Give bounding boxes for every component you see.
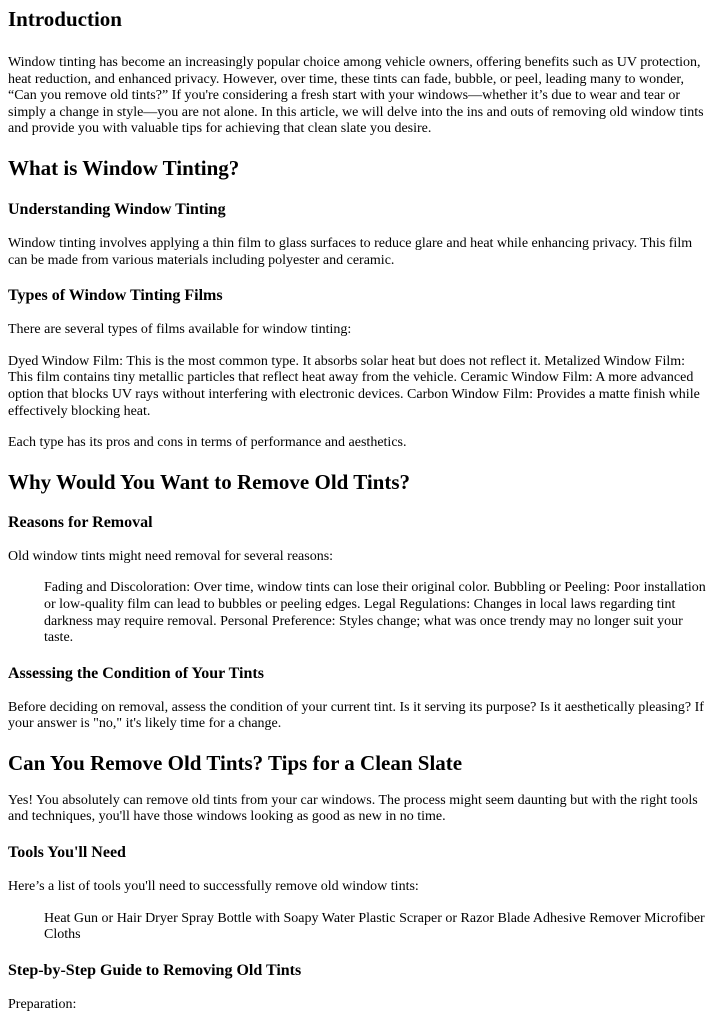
guide-heading: Step-by-Step Guide to Removing Old Tints xyxy=(8,961,302,979)
reasons-list: Fading and Discoloration: Over time, window tints can lose their original color. Bubbling or Peeling: Poor installation or low-quality film can lead to bubbles or peeling edges. Legal Regulations: Changes in local laws regarding tint darkness may require removal. Personal Preference: Styles change; what was once trendy may no longer suit your taste. xyxy=(44,580,706,646)
intro-paragraph: Window tinting has become an increasingly popular choice among vehicle owners, offering benefits such as UV protection, heat reduction, and enhanced privacy. However, over time, these tints can fade, bubble, or peel, leading many to wonder, “Can you remove old tints?” If you're considering a fresh start with your windows—whether it’s due to wear and tear or simply a change in style—you are not alone. In this article, we will delve into the ins and outs of removing old window tints and provide you with valuable tips for achieving that clean slate you desire. xyxy=(8,55,704,137)
what-is-window-tinting-heading: What is Window Tinting? xyxy=(8,155,240,180)
assessing-heading: Assessing the Condition of Your Tints xyxy=(8,664,264,682)
reasons-heading: Reasons for Removal xyxy=(8,513,153,531)
understanding-paragraph: Window tinting involves applying a thin film to glass surfaces to reduce glare and heat while enhancing privacy. This film can be made from various materials including polyester and ceramic. xyxy=(8,235,693,268)
types-heading: Types of Window Tinting Films xyxy=(8,287,223,305)
assessing-paragraph: Before deciding on removal, assess the condition of your current tint. Is it serving its purpose? Is it aesthetically pleasing? If your answer is "no," it's likely time for a change. xyxy=(8,699,704,732)
types-list: Dyed Window Film: This is the most common type. It absorbs solar heat but does not reflect it. Metalized Window Film: This film contains tiny metallic particles that reflect heat away from the vehicle. Ceramic Window Film: A more advanced option that blocks UV rays without interfering with electronic devices. Carbon Window Film: Provides a matte finish while effectively blocking heat. xyxy=(8,353,700,419)
can-you-remove-heading: Can You Remove Old Tints? Tips for a Clean Slate xyxy=(8,750,463,775)
types-intro: There are several types of films available for window tinting: xyxy=(8,322,352,338)
tools-heading: Tools You'll Need xyxy=(8,844,126,862)
reasons-intro: Old window tints might need removal for several reasons: xyxy=(8,548,334,564)
article xyxy=(0,7,720,1013)
intro-heading: Introduction xyxy=(8,7,122,31)
tools-intro: Here’s a list of tools you'll need to successfully remove old window tints: xyxy=(8,879,419,895)
can-you-remove-paragraph: Yes! You absolutely can remove old tints from your car windows. The process might seem daunting but with the right tools and techniques, you'll have those windows looking as good as new in no time. xyxy=(8,792,698,825)
tools-list: Heat Gun or Hair Dryer Spray Bottle with Soapy Water Plastic Scraper or Razor Blade Adhesive Remover Microfiber Cloths xyxy=(44,910,705,943)
types-outro: Each type has its pros and cons in terms of performance and aesthetics. xyxy=(8,435,407,451)
understanding-heading: Understanding Window Tinting xyxy=(8,200,226,218)
preparation-label: Preparation: xyxy=(8,996,77,1012)
why-remove-heading: Why Would You Want to Remove Old Tints? xyxy=(8,469,411,494)
